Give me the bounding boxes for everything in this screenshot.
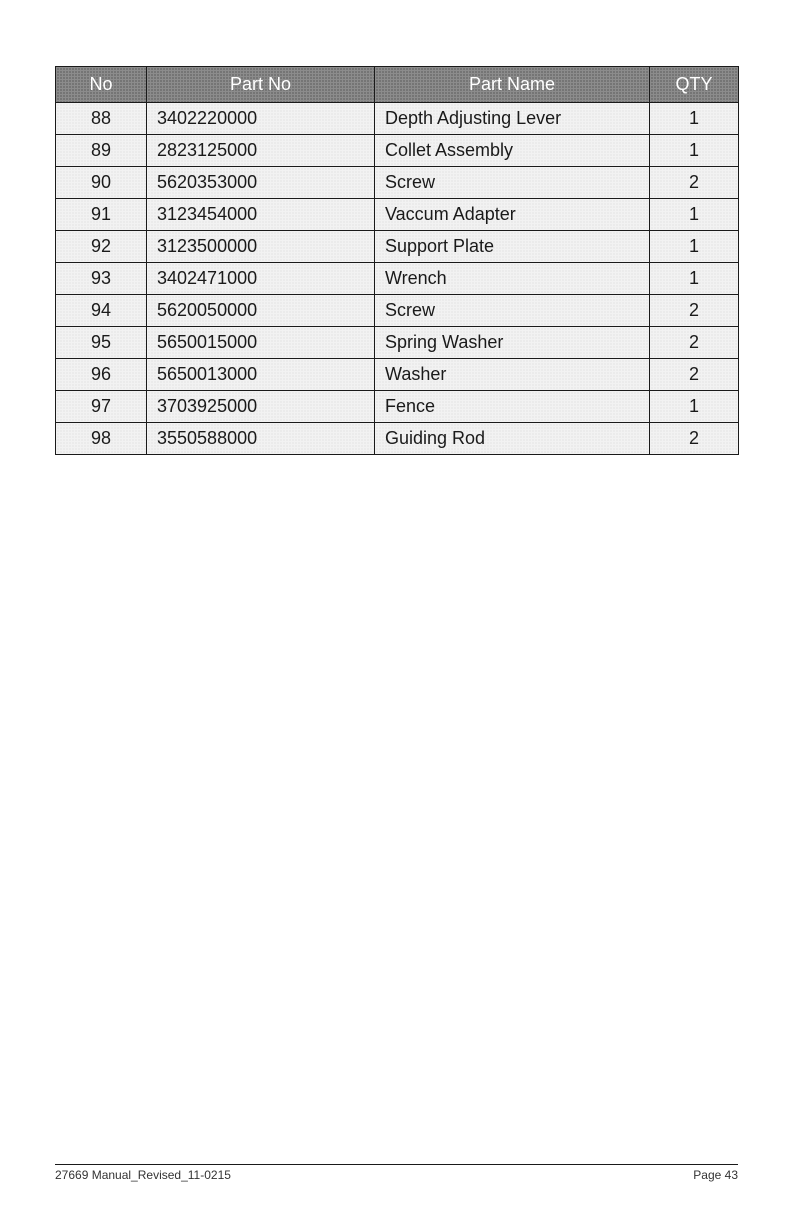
- table-row: [56, 231, 739, 263]
- cell-no: 96: [56, 359, 147, 391]
- table-row: [56, 135, 739, 167]
- header-part-no: Part No: [147, 67, 375, 103]
- cell-no: 92: [56, 231, 147, 263]
- table-row: [56, 103, 739, 135]
- table-header: [56, 67, 739, 103]
- cell-part-no: 3123500000: [147, 231, 375, 263]
- cell-part-no: 5650015000: [147, 327, 375, 359]
- cell-part-no: 3550588000: [147, 423, 375, 455]
- header-row: [56, 67, 739, 103]
- header-no: No: [56, 67, 147, 103]
- cell-qty: 2: [650, 359, 739, 391]
- cell-qty: 2: [650, 295, 739, 327]
- cell-part-no: 3123454000: [147, 199, 375, 231]
- cell-part-no: 2823125000: [147, 135, 375, 167]
- cell-part-name: Support Plate: [375, 231, 650, 263]
- table-row: [56, 423, 739, 455]
- cell-no: 98: [56, 423, 147, 455]
- table-row: [56, 199, 739, 231]
- cell-part-name: Screw: [375, 295, 650, 327]
- parts-table: [55, 66, 739, 455]
- cell-no: 91: [56, 199, 147, 231]
- cell-no: 90: [56, 167, 147, 199]
- cell-part-no: 5620353000: [147, 167, 375, 199]
- cell-qty: 1: [650, 103, 739, 135]
- table-row: [56, 391, 739, 423]
- header-qty: QTY: [650, 67, 739, 103]
- cell-part-name: Washer: [375, 359, 650, 391]
- cell-part-no: 3703925000: [147, 391, 375, 423]
- cell-qty: 1: [650, 391, 739, 423]
- cell-no: 94: [56, 295, 147, 327]
- cell-part-name: Depth Adjusting Lever: [375, 103, 650, 135]
- cell-qty: 2: [650, 167, 739, 199]
- table-row: [56, 167, 739, 199]
- cell-part-name: Guiding Rod: [375, 423, 650, 455]
- cell-part-name: Wrench: [375, 263, 650, 295]
- cell-part-no: 5620050000: [147, 295, 375, 327]
- table-row: [56, 263, 739, 295]
- table-body: [56, 103, 739, 455]
- cell-part-name: Screw: [375, 167, 650, 199]
- footer-document-id: 27669 Manual_Revised_11-0215: [55, 1168, 231, 1182]
- cell-no: 88: [56, 103, 147, 135]
- header-part-name: Part Name: [375, 67, 650, 103]
- cell-no: 93: [56, 263, 147, 295]
- cell-part-name: Fence: [375, 391, 650, 423]
- table-row: [56, 359, 739, 391]
- footer-page-number: Page 43: [693, 1168, 738, 1182]
- cell-qty: 2: [650, 327, 739, 359]
- cell-part-no: 3402220000: [147, 103, 375, 135]
- cell-part-name: Spring Washer: [375, 327, 650, 359]
- cell-part-name: Collet Assembly: [375, 135, 650, 167]
- cell-qty: 2: [650, 423, 739, 455]
- cell-no: 89: [56, 135, 147, 167]
- cell-part-no: 5650013000: [147, 359, 375, 391]
- cell-qty: 1: [650, 199, 739, 231]
- footer-rule: [55, 1164, 738, 1165]
- cell-no: 97: [56, 391, 147, 423]
- cell-part-name: Vaccum Adapter: [375, 199, 650, 231]
- cell-qty: 1: [650, 135, 739, 167]
- table-row: [56, 295, 739, 327]
- cell-part-no: 3402471000: [147, 263, 375, 295]
- cell-qty: 1: [650, 231, 739, 263]
- cell-no: 95: [56, 327, 147, 359]
- cell-qty: 1: [650, 263, 739, 295]
- table-row: [56, 327, 739, 359]
